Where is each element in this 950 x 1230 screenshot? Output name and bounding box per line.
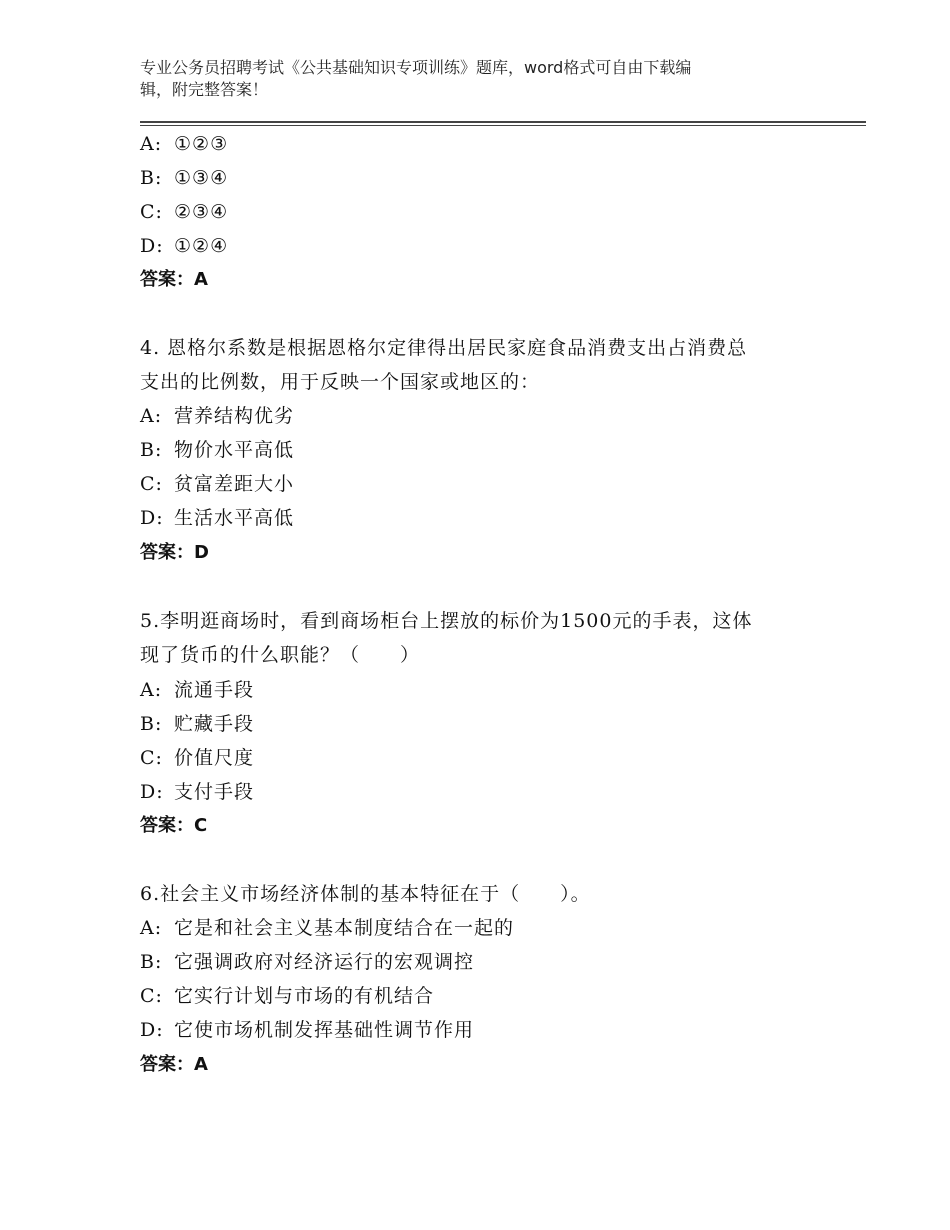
q6-option-b: B: 它强调政府对经济运行的宏观调控 [140,951,475,973]
q4-option-b: B: 物价水平高低 [140,439,295,461]
q5-option-c: C: 价值尺度 [140,747,255,769]
document-header [140,57,800,101]
q6-answer: 答案：A [140,1054,208,1075]
q4-option-c: C: 贫富差距大小 [140,473,295,495]
q4-option-a: A: 营养结构优劣 [140,405,295,427]
header-divider [140,121,866,123]
q5-question-line-1: 5.李明逛商场时，看到商场柜台上摆放的标价为1500元的手表，这体 [140,610,753,632]
q4-question-line-2: 支出的比例数，用于反映一个国家或地区的： [140,371,541,393]
q5-option-d: D: 支付手段 [140,781,255,803]
q4-answer: 答案：D [140,542,209,563]
header-line-1: 专业公务员招聘考试《公共基础知识专项训练》题库，word格式可自由下载编 [140,58,692,77]
q6-option-a: A: 它是和社会主义基本制度结合在一起的 [140,917,515,939]
q3-option-b: B: ①③④ [140,167,229,189]
q4-question-line-1: 4. 恩格尔系数是根据恩格尔定律得出居民家庭食品消费支出占消费总 [140,337,748,359]
q6-option-d: D: 它使市场机制发挥基础性调节作用 [140,1019,475,1041]
q3-option-a: A: ①②③ [140,133,229,155]
q3-option-d: D: ①②④ [140,235,229,257]
q5-option-a: A: 流通手段 [140,679,255,701]
header-divider-thin [140,125,866,126]
q4-option-d: D: 生活水平高低 [140,507,295,529]
q3-option-c: C: ②③④ [140,201,229,223]
header-line-2: 辑，附完整答案！ [140,80,269,99]
q6-question-line-1: 6.社会主义市场经济体制的基本特征在于（ ）。 [140,883,591,905]
q5-option-b: B: 贮藏手段 [140,713,255,735]
q5-question-line-2: 现了货币的什么职能？（ ） [140,644,421,666]
q3-answer: 答案：A [140,269,208,290]
q6-option-c: C: 它实行计划与市场的有机结合 [140,985,435,1007]
q5-answer: 答案：C [140,815,208,836]
